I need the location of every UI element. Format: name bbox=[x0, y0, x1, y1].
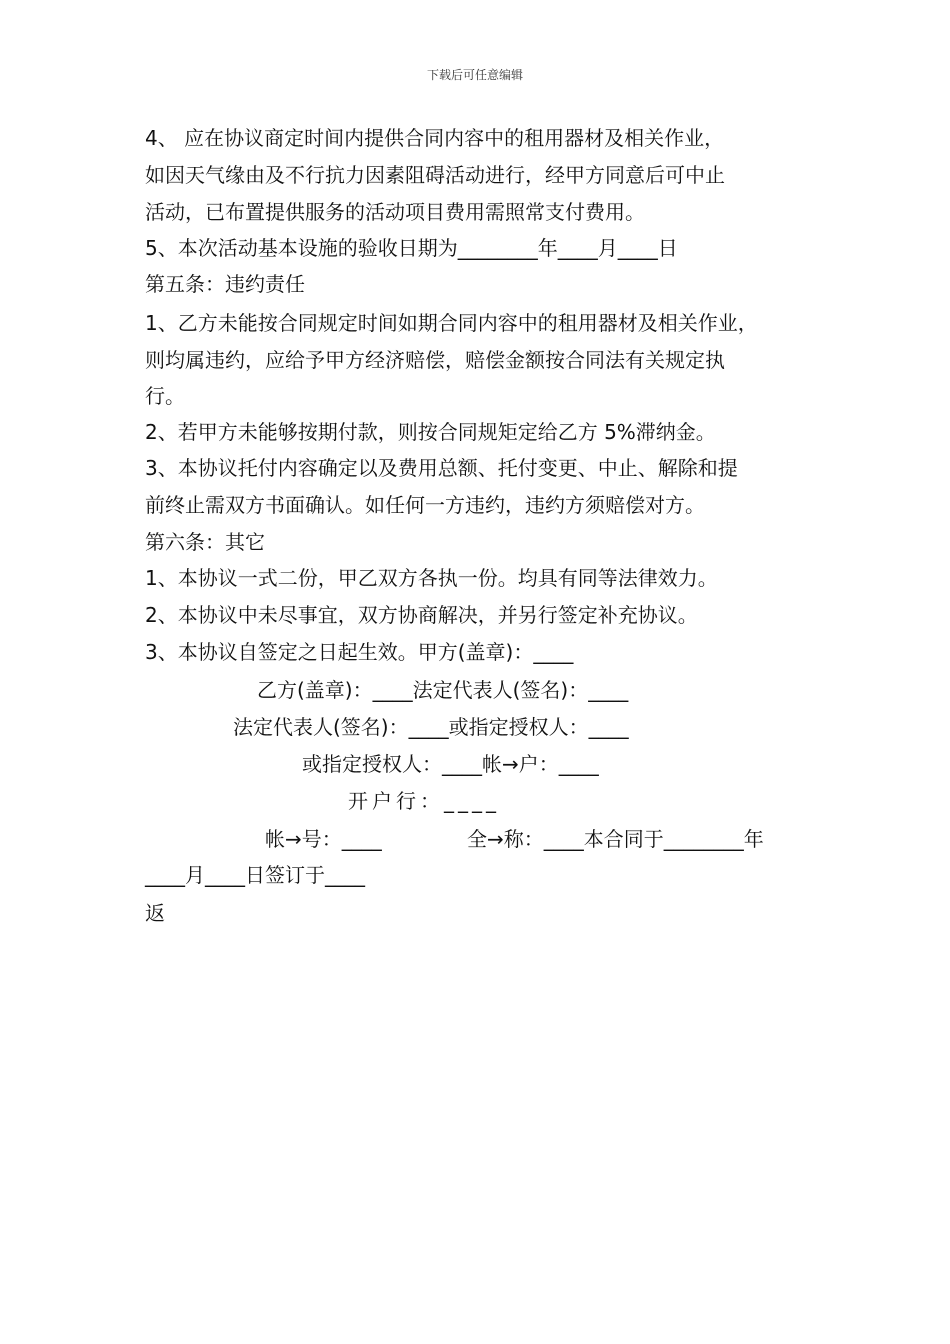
text-line: 1、本协议一式二份，甲乙双方各执一份。均具有同等法律效力。 bbox=[145, 566, 718, 590]
signature-line: 帐→号：____ bbox=[265, 827, 382, 851]
text-line: 2、本协议中未尽事宜，双方协商解决，并另行签定补充协议。 bbox=[145, 603, 698, 627]
text-line: 前终止需双方书面确认。如任何一方违约，违约方须赔偿对方。 bbox=[145, 493, 705, 517]
signature-line: 全→称：____本合同于________年 bbox=[467, 827, 764, 851]
text-line: 3、本协议托付内容确定以及费用总额、托付变更、中止、解除和提 bbox=[145, 456, 738, 480]
signature-line: 乙方(盖章)：____法定代表人(签名)：____ bbox=[257, 678, 629, 702]
text-line: 2、若甲方未能够按期付款，则按合同规矩定给乙方 5%滞纳金。 bbox=[145, 420, 716, 444]
signature-line: 法定代表人(签名)：____或指定授权人：____ bbox=[233, 715, 629, 739]
signature-line: ____月____日签订于____ bbox=[145, 863, 365, 887]
text-line: 则均属违约，应给予甲方经济赔偿，赔偿金额按合同法有关规定执 bbox=[145, 348, 725, 372]
text-line: 活动，已布置提供服务的活动项目费用需照常支付费用。 bbox=[145, 200, 645, 224]
section-heading: 第六条：其它 bbox=[145, 530, 265, 554]
text-line: 4、 应在协议商定时间内提供合同内容中的租用器材及相关作业， bbox=[145, 126, 725, 150]
text-line: 1、乙方未能按合同规定时间如期合同内容中的租用器材及相关作业， bbox=[145, 311, 758, 335]
text-line: 行。 bbox=[145, 384, 185, 408]
text-line: 如因天气缘由及不行抗力因素阻碍活动进行，经甲方同意后可中止 bbox=[145, 163, 725, 187]
text-line: 返 bbox=[145, 901, 165, 925]
signature-line: 3、本协议自签定之日起生效。甲方(盖章)：____ bbox=[145, 640, 574, 664]
page-header-note: 下载后可任意编辑 bbox=[426, 68, 523, 82]
text-line: 5、本次活动基本设施的验收日期为________年____月____日 bbox=[145, 236, 678, 260]
signature-line: 开户行：____ bbox=[348, 789, 500, 813]
section-heading: 第五条：违约责任 bbox=[145, 272, 305, 296]
signature-line: 或指定授权人：____帐→户：____ bbox=[302, 752, 599, 776]
